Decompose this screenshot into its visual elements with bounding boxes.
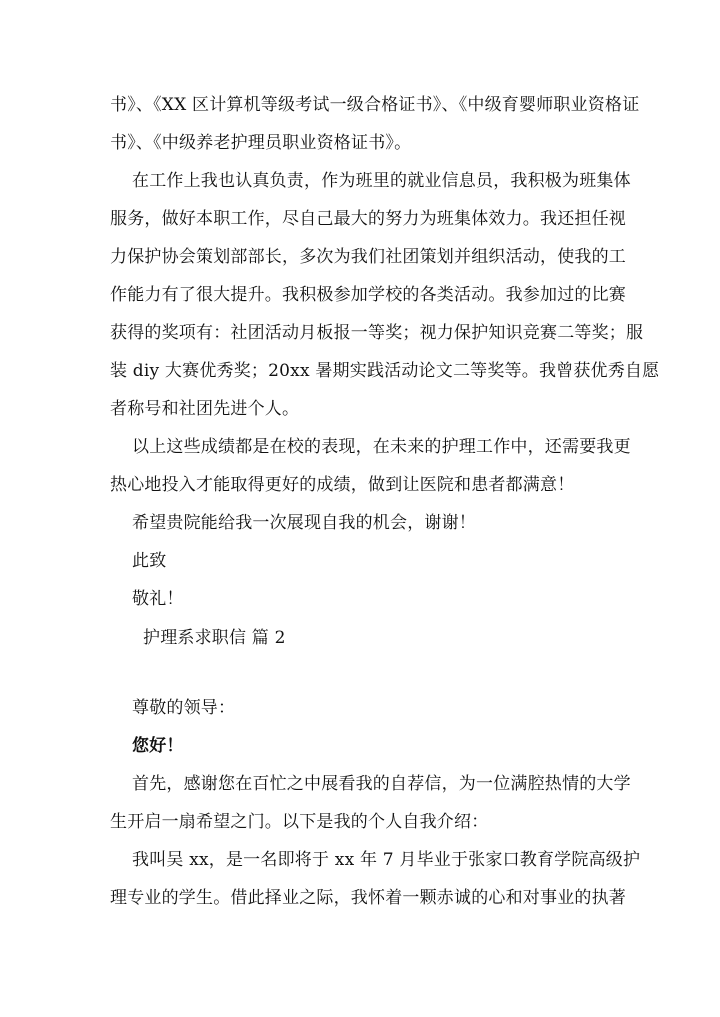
paragraph-line: 希望贵院能给我一次展现自我的机会，谢谢！ (132, 513, 476, 533)
paragraph-line: 以上这些成绩都是在校的表现，在未来的护理工作中，还需要我更 (132, 437, 631, 457)
greeting-line: 您好！ (132, 736, 184, 756)
paragraph-line: 服务，做好本职工作，尽自己最大的努力为班集体效力。我还担任视 (110, 209, 626, 229)
closing-line: 敬礼！ (132, 589, 184, 609)
paragraph-line: 力保护协会策划部部长，多次为我们社团策划并组织活动，使我的工 (110, 247, 626, 267)
paragraph-line: 获得的奖项有：社团活动月板报一等奖；视力保护知识竞赛二等奖；服 (110, 323, 644, 343)
salutation-line: 尊敬的领导： (132, 698, 236, 718)
closing-line: 此致 (132, 551, 167, 571)
paragraph-line: 在工作上我也认真负责，作为班里的就业信息员，我积极为班集体 (132, 171, 631, 191)
section-title: 护理系求职信 篇 2 (143, 628, 286, 648)
paragraph-line: 热心地投入才能取得更好的成绩，做到让医院和患者都满意！ (110, 475, 575, 495)
paragraph-line: 书》、《XX 区计算机等级考试一级合格证书》、《中级育婴师职业资格证 (110, 95, 640, 115)
paragraph-line: 首先，感谢您在百忙之中展看我的自荐信，为一位满腔热情的大学 (132, 774, 631, 794)
paragraph-line: 作能力有了很大提升。我积极参加学校的各类活动。我参加过的比赛 (110, 285, 626, 305)
paragraph-line: 者称号和社团先进个人。 (110, 399, 300, 419)
paragraph-line: 装 diy 大赛优秀奖；20xx 暑期实践活动论文二等奖等。我曾获优秀自愿 (110, 361, 660, 381)
paragraph-line: 生开启一扇希望之门。以下是我的个人自我介绍： (110, 812, 489, 832)
paragraph-line: 理专业的学生。借此择业之际，我怀着一颗赤诚的心和对事业的执著 (110, 888, 626, 908)
paragraph-line: 书》、《中级养老护理员职业资格证书》。 (110, 133, 412, 153)
paragraph-line: 我叫吴 xx，是一名即将于 xx 年 7 月毕业于张家口教育学院高级护 (132, 850, 641, 870)
